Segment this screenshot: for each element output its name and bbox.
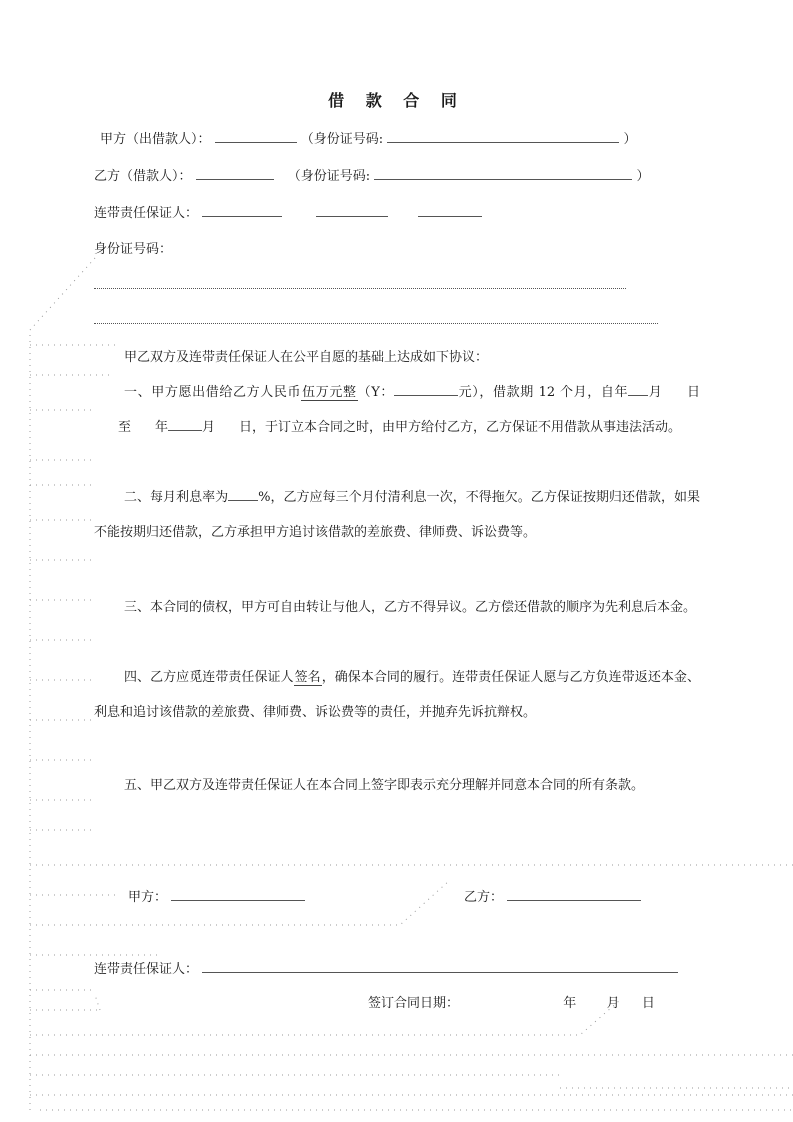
party-b-id-label: （身份证号码: (287, 169, 371, 184)
clause-1: 一、甲方愿出借给乙方人民币伍万元整（Y： 元），借款期 12 个月，自年 月 日至 年 月 日，于订立本合同之时，由甲方给付乙方，乙方保证不用借款从事违法活动。 (94, 375, 700, 445)
start-year-blank[interactable] (628, 381, 648, 396)
agreement-intro: 甲乙双方及连带责任保证人在公平自愿的基础上达成如下协议： (124, 350, 489, 365)
clause-2: 二、每月利息率为 %，乙方应每三个月付清利息一次，不得拖欠。乙方保证按期归还借款，如果不能按期归还借款，乙方承担甲方追讨该借款的差旅费、律师费、诉讼费等。 (94, 480, 700, 550)
guarantor-sign-blank[interactable] (202, 958, 678, 973)
party-b-label: 乙方（借款人）： (94, 169, 192, 184)
clause-4: 四、乙方应觅连带责任保证人签名，确保本合同的履行。连带责任保证人愿与乙方负连带返还本金、利息和追讨该借款的差旅费、律师费、诉讼费等的责任，并抛弃先诉抗辩权。 (94, 670, 700, 720)
interest-rate-blank[interactable] (228, 486, 258, 501)
signing-date (368, 992, 655, 1011)
guarantor-signature (94, 958, 678, 977)
party-b-line (94, 165, 649, 184)
end-year-blank[interactable] (168, 416, 202, 431)
party-a-signature (128, 886, 305, 905)
loan-amount-number-blank[interactable] (394, 381, 458, 396)
guarantor-blank-1[interactable] (202, 202, 282, 217)
party-a-close: ） (623, 132, 637, 147)
party-b-close: ） (636, 169, 650, 184)
guarantor-sign-label: 连带责任保证人： (94, 962, 199, 977)
guarantor-id-label: 身份证号码： (94, 242, 173, 257)
signing-day: 日 (641, 996, 655, 1011)
party-b-id-blank[interactable] (374, 165, 632, 180)
guarantor-label: 连带责任保证人： (94, 206, 199, 221)
party-a-label: 甲方（出借款人）： (100, 132, 211, 147)
clause-5: 五、甲乙双方及连带责任保证人在本合同上签字即表示充分理解并同意本合同的所有条款。 (124, 778, 645, 793)
guarantor-id-blank-2[interactable] (94, 323, 658, 324)
guarantor-id-blank-1[interactable] (94, 288, 626, 289)
guarantor-blank-3[interactable] (418, 202, 482, 217)
party-a-name-blank[interactable] (215, 128, 297, 143)
signing-year: 年 (563, 996, 577, 1011)
party-b-name-blank[interactable] (196, 165, 274, 180)
party-b-sign-label: 乙方： (464, 890, 504, 905)
guarantor-line (94, 202, 482, 221)
loan-amount-words: 伍万元整 (302, 385, 357, 400)
party-a-sign-label: 甲方： (128, 890, 168, 905)
signing-date-label: 签订合同日期： (368, 996, 460, 1011)
party-a-line (100, 128, 636, 147)
guarantor-sign-word: 签名 (294, 670, 321, 685)
signing-month: 月 (606, 996, 620, 1011)
clause-3: 三、本合同的债权，甲方可自由转让与他人，乙方不得异议。乙方偿还借款的顺序为先利息后本金。 (124, 600, 697, 615)
party-b-signature (464, 886, 641, 905)
party-b-sign-blank[interactable] (507, 886, 641, 901)
party-a-sign-blank[interactable] (171, 886, 305, 901)
guarantor-blank-2[interactable] (316, 202, 388, 217)
party-a-id-blank[interactable] (387, 128, 619, 143)
contract-title: 借 款 合 同 (328, 91, 465, 110)
clause-1-text-a: 一、甲方愿出借给乙方人民币 (124, 385, 302, 400)
party-a-id-label: （身份证号码: (300, 132, 384, 147)
